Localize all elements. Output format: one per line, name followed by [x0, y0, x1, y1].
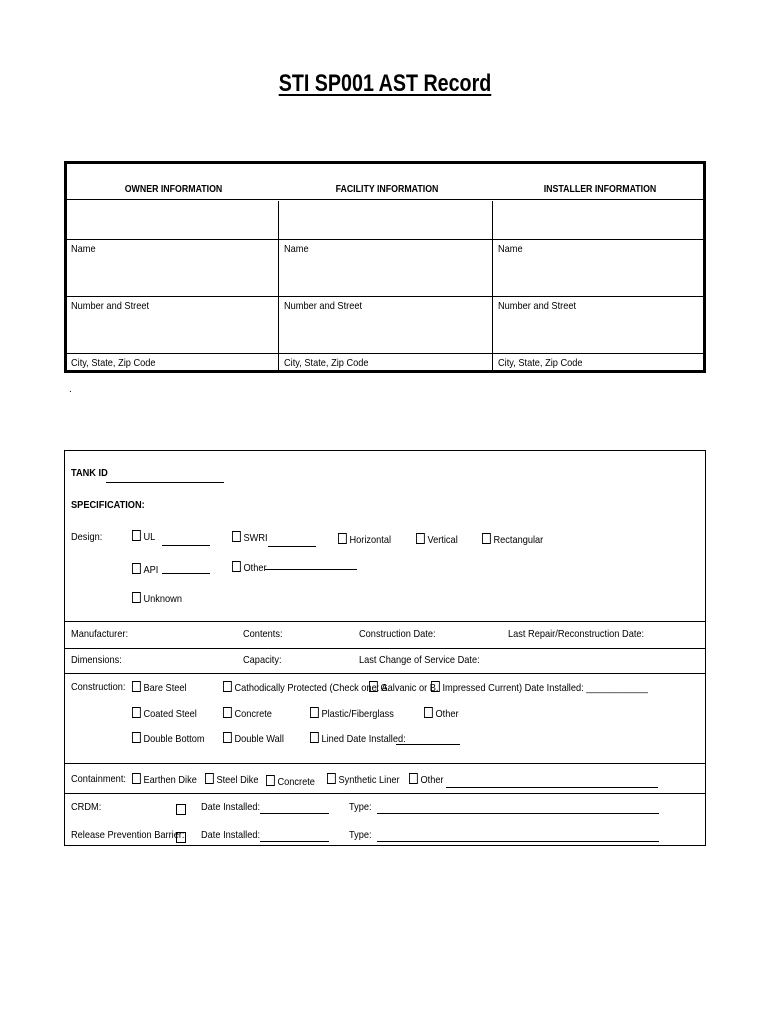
checkbox-icon[interactable] — [327, 773, 336, 784]
contents-label[interactable]: Contents: — [243, 628, 283, 640]
checkbox-icon[interactable] — [132, 707, 141, 718]
crdm-date-installed: Date Installed: — [201, 801, 261, 813]
owner-street[interactable]: Number and Street — [71, 300, 150, 312]
facility-name[interactable]: Name — [284, 243, 309, 255]
checkbox-icon[interactable] — [223, 732, 232, 743]
tank-id-label: TANK ID — [71, 467, 108, 479]
checkbox-icon[interactable] — [223, 707, 232, 718]
containment-synthetic[interactable]: Synthetic Liner — [327, 773, 400, 786]
checkbox-icon[interactable] — [338, 533, 347, 544]
containment-steel[interactable]: Steel Dike — [205, 773, 259, 786]
release-type: Type: — [349, 829, 372, 841]
checkbox-icon[interactable] — [266, 775, 275, 786]
containment-concrete[interactable]: Concrete — [266, 775, 315, 788]
checkbox-icon[interactable] — [482, 533, 491, 544]
facility-street[interactable]: Number and Street — [284, 300, 363, 312]
separator-dot: . — [69, 384, 72, 395]
installer-header: INSTALLER INFORMATION — [543, 184, 657, 195]
tank-id-line[interactable] — [106, 482, 224, 483]
checkbox-icon[interactable] — [132, 732, 141, 743]
checkbox-icon[interactable] — [369, 681, 378, 692]
checkbox-icon[interactable] — [232, 561, 241, 572]
checkbox-icon[interactable] — [205, 773, 214, 784]
page-title: STI SP001 AST Record — [278, 70, 492, 97]
checkbox-icon[interactable] — [409, 773, 418, 784]
dimensions-label[interactable]: Dimensions: — [71, 654, 122, 666]
capacity-label[interactable]: Capacity: — [243, 654, 282, 666]
checkbox-icon[interactable] — [232, 531, 241, 542]
checkbox-icon[interactable] — [132, 563, 141, 574]
checkbox-icon[interactable] — [176, 832, 186, 843]
construction-impressed[interactable]: Impressed Current) Date Installed: ____________ — [431, 681, 648, 694]
construction-date-label[interactable]: Construction Date: — [359, 628, 436, 640]
design-horizontal[interactable]: Horizontal — [338, 533, 391, 546]
design-unknown[interactable]: Unknown — [132, 592, 182, 605]
crdm-type: Type: — [349, 801, 372, 813]
containment-label: Containment: — [71, 773, 126, 785]
specification-label: SPECIFICATION: — [71, 499, 145, 511]
checkbox-icon[interactable] — [424, 707, 433, 718]
crdm-type-line[interactable] — [377, 813, 659, 814]
last-repair-label[interactable]: Last Repair/Reconstruction Date: — [508, 628, 645, 640]
construction-bare-steel[interactable]: Bare Steel — [132, 681, 187, 694]
construction-plastic[interactable]: Plastic/Fiberglass — [310, 707, 394, 720]
construction-double-wall[interactable]: Double Wall — [223, 732, 284, 745]
owner-header: OWNER INFORMATION — [124, 184, 223, 195]
design-other[interactable]: Other — [232, 561, 267, 574]
checkbox-icon[interactable] — [176, 804, 186, 815]
installer-city[interactable]: City, State, Zip Code — [498, 357, 583, 369]
info-table — [64, 161, 706, 373]
checkbox-icon[interactable] — [431, 681, 440, 692]
checkbox-icon[interactable] — [132, 530, 141, 541]
manufacturer-label[interactable]: Manufacturer: — [71, 628, 129, 640]
construction-other[interactable]: Other — [424, 707, 459, 720]
release-barrier-checkbox[interactable] — [176, 829, 189, 847]
design-rectangular[interactable]: Rectangular — [482, 533, 543, 546]
design-label: Design: — [71, 531, 103, 543]
construction-galvanic[interactable]: Galvanic or B. — [369, 681, 438, 694]
owner-name[interactable]: Name — [71, 243, 96, 255]
construction-lined[interactable]: Lined Date Installed: — [310, 732, 406, 745]
checkbox-icon[interactable] — [132, 681, 141, 692]
checkbox-icon[interactable] — [310, 732, 319, 743]
owner-city[interactable]: City, State, Zip Code — [71, 357, 156, 369]
design-swri[interactable]: SWRI — [232, 531, 268, 544]
checkbox-icon[interactable] — [223, 681, 232, 692]
release-barrier-label: Release Prevention Barrier: — [71, 829, 185, 841]
checkbox-icon[interactable] — [132, 773, 141, 784]
release-type-line[interactable] — [377, 841, 659, 842]
installer-name[interactable]: Name — [498, 243, 523, 255]
checkbox-icon[interactable] — [416, 533, 425, 544]
crdm-label: CRDM: — [71, 801, 102, 813]
checkbox-icon[interactable] — [310, 707, 319, 718]
last-change-label[interactable]: Last Change of Service Date: — [359, 654, 480, 666]
release-date-line[interactable] — [260, 841, 329, 842]
tank-record — [64, 450, 706, 846]
design-api[interactable]: API — [132, 563, 158, 576]
construction-cathodic[interactable]: Cathodically Protected (Check one: A. — [223, 681, 390, 694]
construction-coated-steel[interactable]: Coated Steel — [132, 707, 197, 720]
release-date-installed: Date Installed: — [201, 829, 261, 841]
containment-earthen[interactable]: Earthen Dike — [132, 773, 197, 786]
installer-street[interactable]: Number and Street — [498, 300, 577, 312]
containment-other[interactable]: Other — [409, 773, 444, 786]
construction-double-bottom[interactable]: Double Bottom — [132, 732, 205, 745]
crdm-checkbox[interactable] — [176, 801, 189, 819]
facility-header: FACILITY INFORMATION — [335, 184, 439, 195]
facility-city[interactable]: City, State, Zip Code — [284, 357, 369, 369]
design-ul[interactable]: UL — [132, 530, 155, 543]
construction-label: Construction: — [71, 681, 126, 693]
checkbox-icon[interactable] — [132, 592, 141, 603]
crdm-date-line[interactable] — [260, 813, 329, 814]
design-vertical[interactable]: Vertical — [416, 533, 458, 546]
construction-concrete[interactable]: Concrete — [223, 707, 272, 720]
